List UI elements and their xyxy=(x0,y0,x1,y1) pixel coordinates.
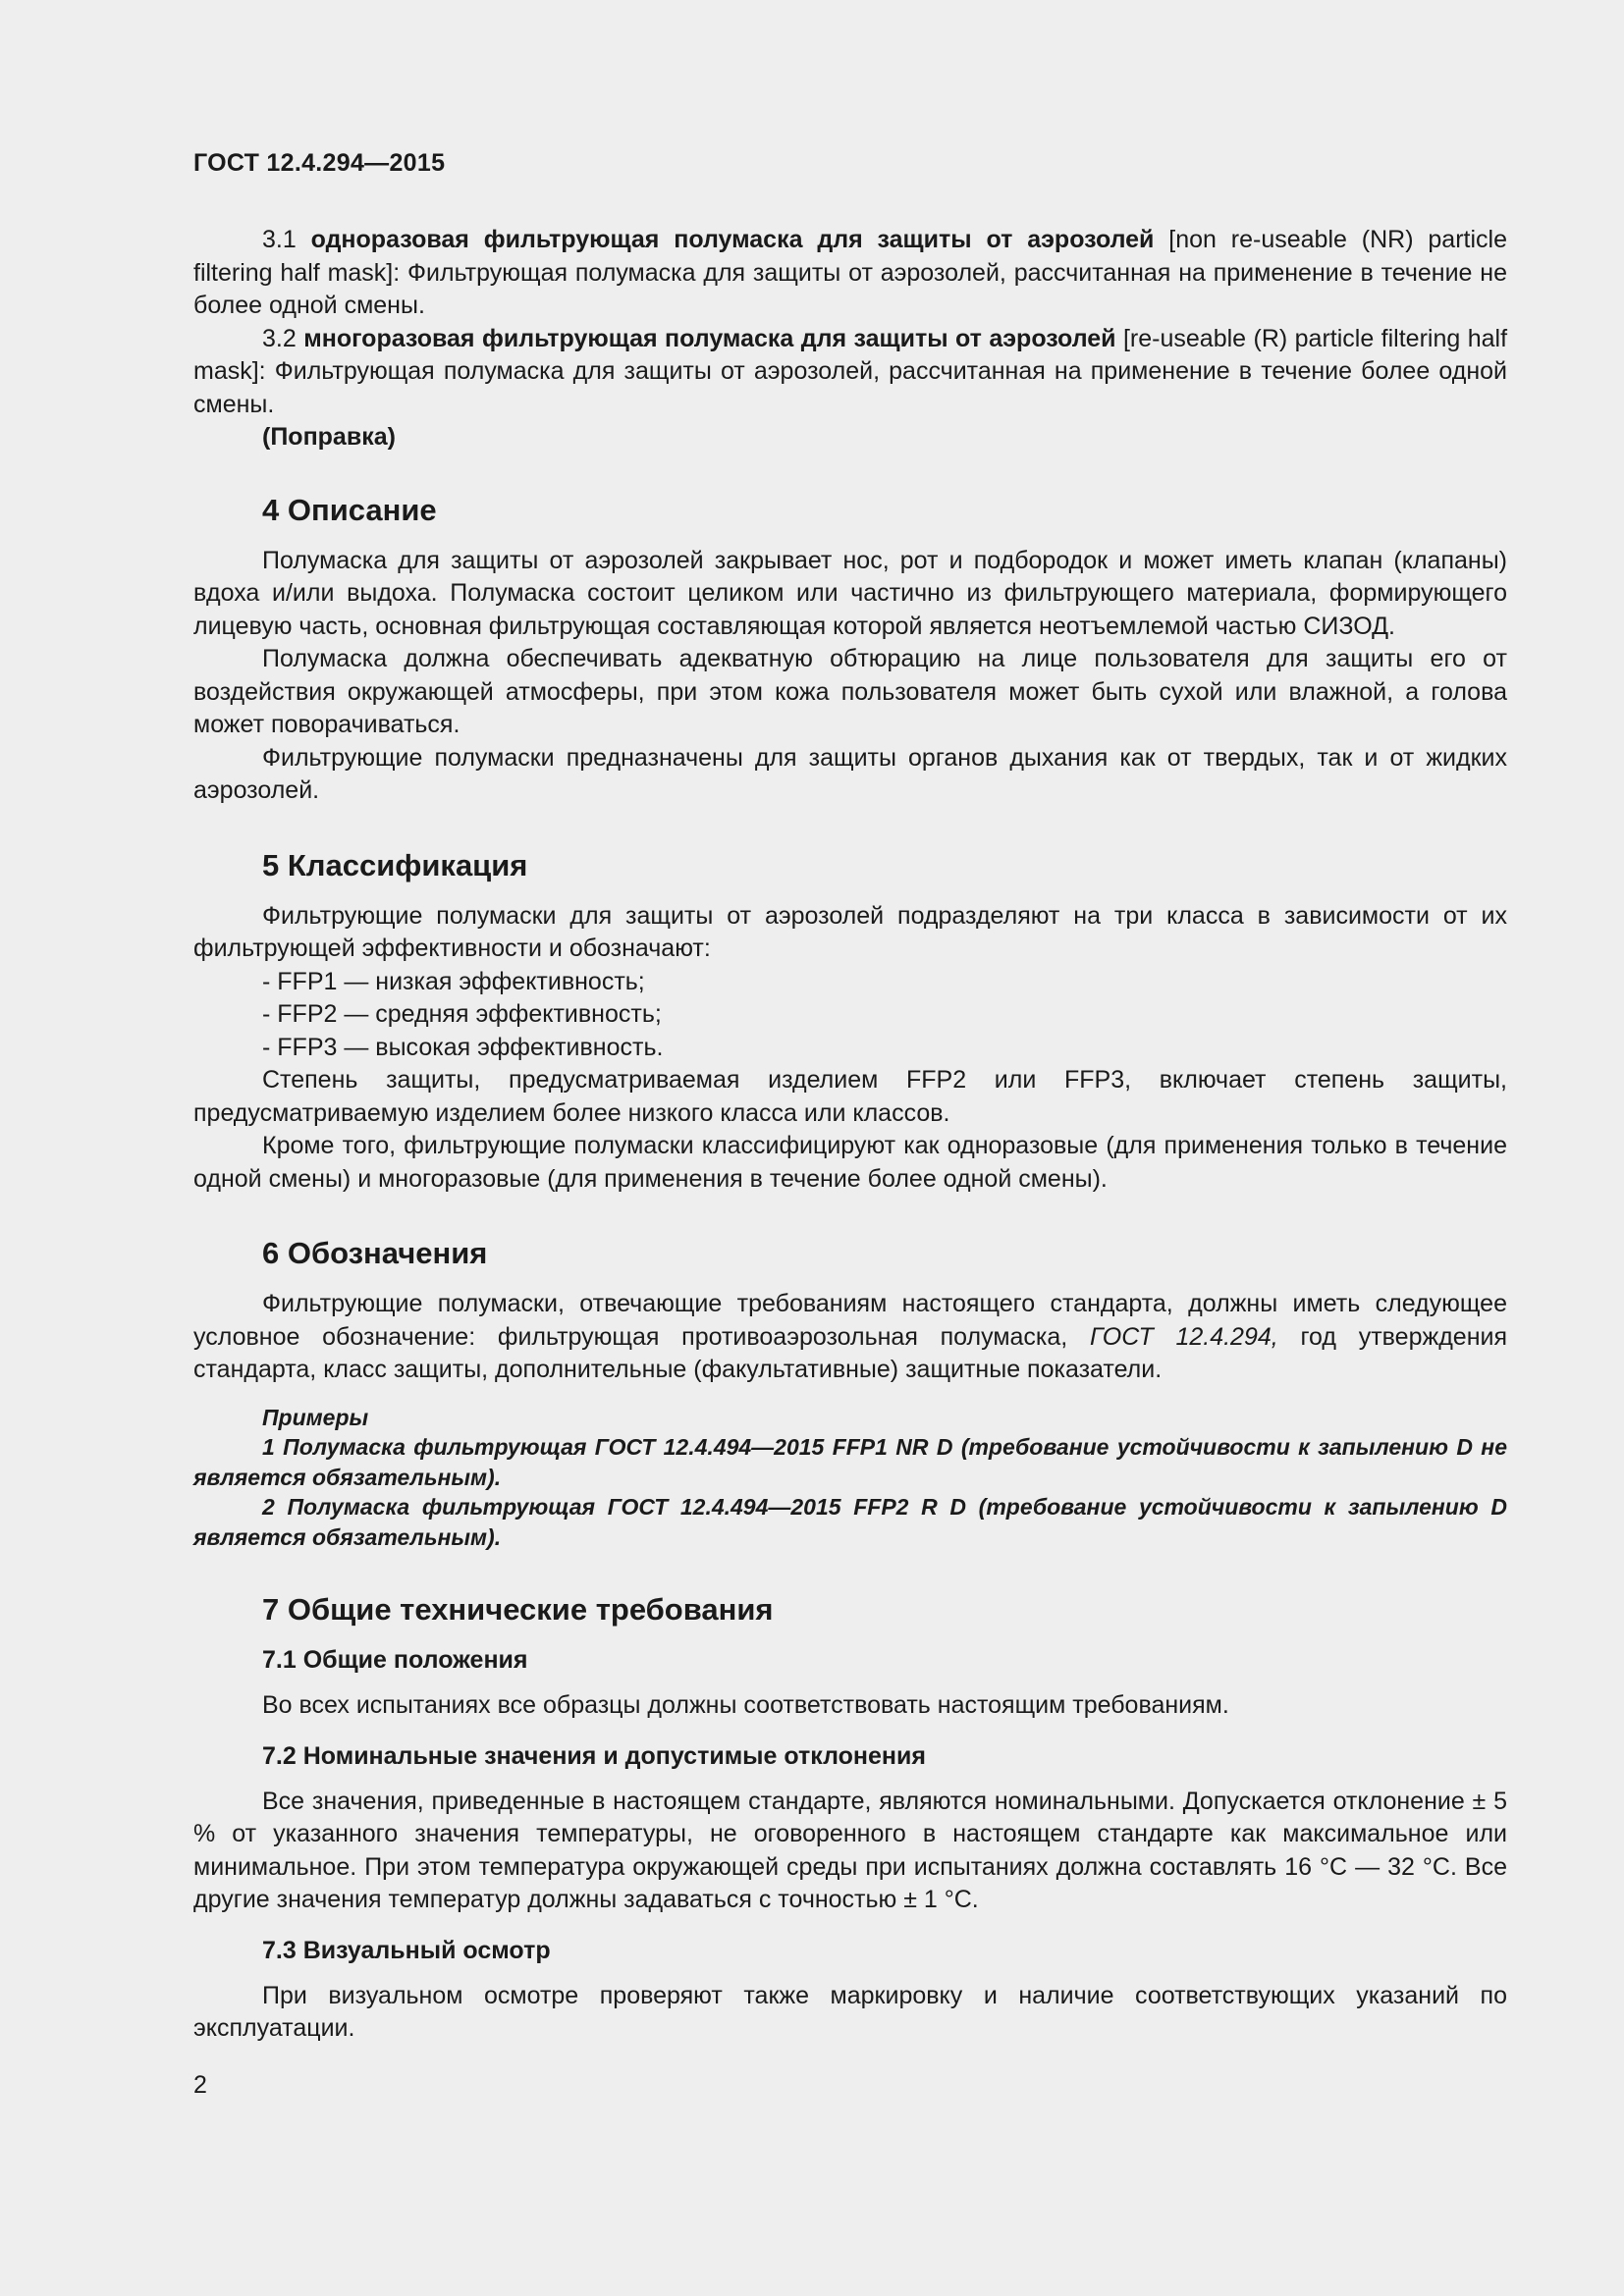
definition-number: 3.1 xyxy=(262,226,297,253)
paragraph: Фильтрующие полумаски предназначены для защиты органов дыхания как от твердых, так и от жидких аэрозолей. xyxy=(193,743,1507,804)
paragraph: Во всех испытаниях все образцы должны соответствовать настоящим требованиям. xyxy=(262,1691,1229,1719)
paragraph-text: Фильтрующие полумаски, отвечающие требованиям настоящего стандарта, должны иметь следующее условное обозначение: фильтрующая противоаэрозольная полумаска, xyxy=(193,1290,1507,1351)
paragraph: Все значения, приведенные в настоящем стандарте, являются номинальными. Допускается отклонение ± 5 % от указанного значения температуры, не оговоренного в настоящем стандарте как максимальное или минимальное. При этом температура окружающей среды при испытаниях должна составлять 16 °С — 32 °С. Все другие значения температур должны задаваться с точностью ± 1 °С. xyxy=(193,1787,1507,1913)
paragraph xyxy=(193,1288,1507,1387)
definition-3-1 xyxy=(193,224,1507,323)
subsection-heading: 7.2 Номинальные значения и допустимые отклонения xyxy=(262,1741,926,1770)
standard-reference: ГОСТ 12.4.294, xyxy=(1090,1322,1278,1351)
document-header: ГОСТ 12.4.294—2015 xyxy=(193,149,446,177)
example-item: 2 Полумаска фильтрующая ГОСТ 12.4.494—2015 FFP2 R D (требование устойчивости к запылению D является обязательным). xyxy=(193,1494,1507,1550)
subsection-heading: 7.3 Визуальный осмотр xyxy=(262,1936,551,1964)
section-heading-classification: 5 Классификация xyxy=(262,847,528,882)
paragraph-text: год утверждения стандарта, класс защиты, дополнительные (факультативные) защитные показатели. xyxy=(193,1322,1508,1383)
definition-3-2 xyxy=(193,323,1507,422)
paragraph: Степень защиты, предусматриваемая изделием FFP2 или FFP3, включает степень защиты, предусматриваемую изделием более низкого класса или классов. xyxy=(193,1066,1507,1127)
document-body xyxy=(193,224,1507,2046)
paragraph: Кроме того, фильтрующие полумаски классифицируют как одноразовые (для применения только в течение одной смены) и многоразовые (для применения в течение более одной смены). xyxy=(193,1132,1507,1193)
subsection-heading: 7.1 Общие положения xyxy=(262,1646,528,1674)
example-item: 1 Полумаска фильтрующая ГОСТ 12.4.494—2015 FFP1 NR D (требование устойчивости к запылению D не является обязательным). xyxy=(193,1434,1507,1490)
list-item: - FFP2 — средняя эффективность; xyxy=(262,1000,662,1028)
definition-text: [non re-useable (NR) particle filtering half mask]: Фильтрующая полумаска для защиты от аэрозолей, рассчитанная на применение в течение не более одной смены. xyxy=(193,226,1507,319)
examples-block xyxy=(193,1403,1507,1553)
section-heading-designations: 6 Обозначения xyxy=(262,1236,488,1270)
section-heading-description: 4 Описание xyxy=(262,492,437,527)
examples-title: Примеры xyxy=(262,1404,369,1430)
paragraph: Фильтрующие полумаски для защиты от аэрозолей подразделяют на три класса в зависимости от их фильтрующей эффективности и обозначают: xyxy=(193,901,1507,962)
paragraph: Полумаска для защиты от аэрозолей закрывает нос, рот и подбородок и может иметь клапан (клапаны) вдоха и/или выдоха. Полумаска состоит целиком или частично из фильтрующего материала, формирующего лицевую часть, основная фильтрующая составляющая которой является неотъемлемой частью СИЗОД. xyxy=(193,546,1507,640)
definition-term: многоразовая фильтрующая полумаска для защиты от аэрозолей xyxy=(303,324,1116,352)
correction-note: (Поправка) xyxy=(262,423,396,451)
section-heading-general-requirements: 7 Общие технические требования xyxy=(262,1592,774,1627)
paragraph: Полумаска должна обеспечивать адекватную обтюрацию на лице пользователя для защиты его от воздействия окружающей атмосферы, при этом кожа пользователя может быть сухой или влажной, а голова может поворачиваться. xyxy=(193,645,1507,738)
page-number: 2 xyxy=(193,2071,207,2099)
list-item: - FFP3 — высокая эффективность. xyxy=(262,1033,664,1061)
paragraph: При визуальном осмотре проверяют также маркировку и наличие соответствующих указаний по эксплуатации. xyxy=(193,1981,1507,2042)
definition-text: [re-useable (R) particle filtering half mask]: Фильтрующая полумаска для защиты от аэрозолей, рассчитанная на применение в течение более одной смены. xyxy=(193,324,1508,418)
list-item: - FFP1 — низкая эффективность; xyxy=(262,967,645,995)
definition-term: одноразовая фильтрующая полумаска для защиты от аэрозолей xyxy=(310,226,1155,253)
definition-number: 3.2 xyxy=(262,324,297,352)
